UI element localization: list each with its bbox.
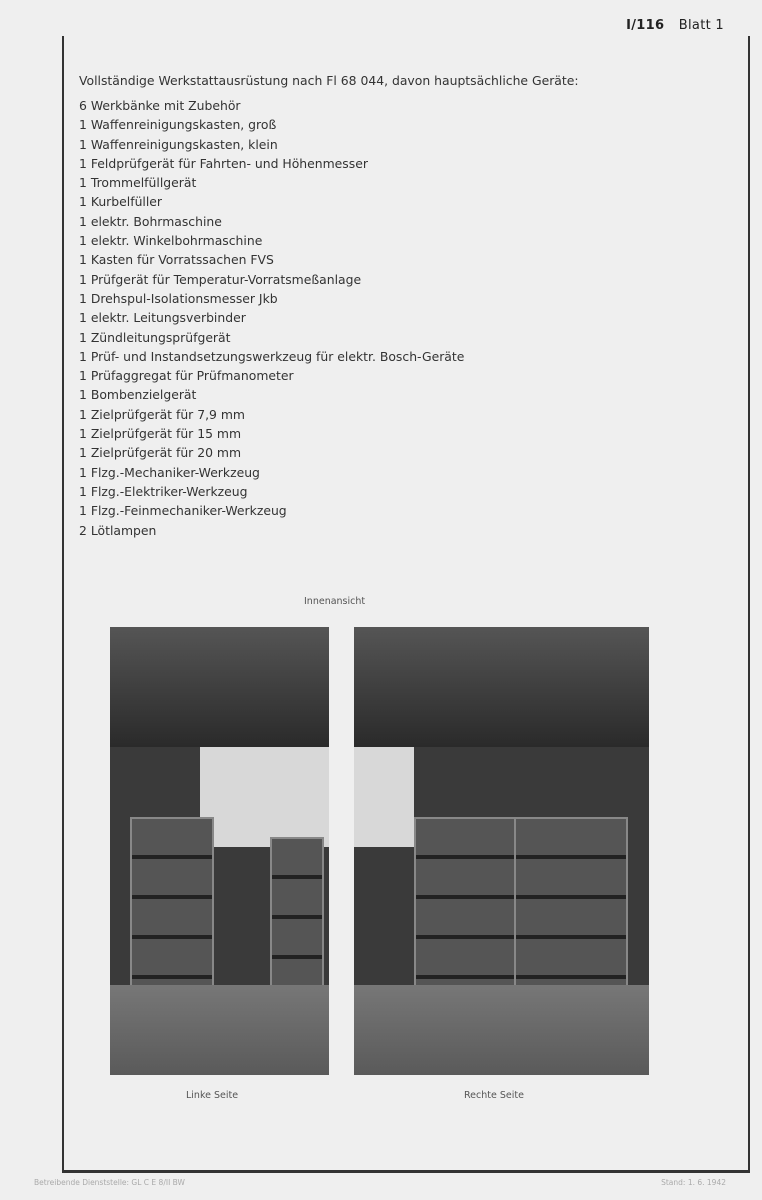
list-item: 1 Prüfaggregat für Prüfmanometer [79,368,294,384]
list-item: 1 Waffenreinigungskasten, klein [79,136,278,152]
photo-right-side [354,627,649,1075]
list-item: 1 Kasten für Vorratssachen FVS [79,252,274,268]
sheet-number: Blatt 1 [678,18,724,33]
page-header [626,18,724,33]
figure-title: Innenansicht [304,596,366,607]
list-item: 1 Feldprüfgerät für Fahrten- und Höhenmesser [79,155,368,171]
list-item: 1 Prüf- und Instandsetzungswerkzeug für elektr. Bosch-Geräte [79,348,465,364]
footer-date: Stand: 1. 6. 1942 [661,1178,726,1187]
caption-right: Rechte Seite [464,1090,524,1101]
intro-text: Vollständige Werkstattausrüstung nach Fl 68 044, davon hauptsächliche Geräte: [79,73,579,88]
list-item: 1 Flzg.-Elektriker-Werkzeug [79,483,248,499]
list-item: 1 Zielprüfgerät für 15 mm [79,426,242,442]
list-item: 1 Prüfgerät für Temperatur-Vorratsmeßanlage [79,271,362,287]
list-item: 2 Lötlampen [79,522,157,538]
footer-issuer: Betreibende Dienststelle: GL C E 8/II BW [34,1178,185,1187]
list-item: 6 Werkbänke mit Zubehör [79,98,241,113]
list-item: 1 Zielprüfgerät für 7,9 mm [79,406,245,422]
list-item: 1 Trommelfüllgerät [79,175,197,191]
list-item: 1 Kurbelfüller [79,194,163,210]
equipment-list [79,96,464,540]
list-item: 1 elektr. Bohrmaschine [79,213,222,229]
list-item: 1 Zielprüfgerät für 20 mm [79,445,242,461]
caption-left: Linke Seite [186,1090,239,1101]
doc-number: I/116 [626,18,665,33]
list-item: 1 elektr. Winkelbohrmaschine [79,233,263,249]
list-item: 1 Zündleitungsprüfgerät [79,329,231,345]
list-item: 1 Drehspul-Isolationsmesser Jkb [79,290,278,306]
list-item: 1 Flzg.-Feinmechaniker-Werkzeug [79,503,287,519]
list-item: 1 elektr. Leitungsverbinder [79,310,246,326]
list-item: 1 Flzg.-Mechaniker-Werkzeug [79,464,260,480]
photo-left-side [110,627,329,1075]
list-item: 1 Waffenreinigungskasten, groß [79,117,277,133]
list-item: 1 Bombenzielgerät [79,387,197,403]
